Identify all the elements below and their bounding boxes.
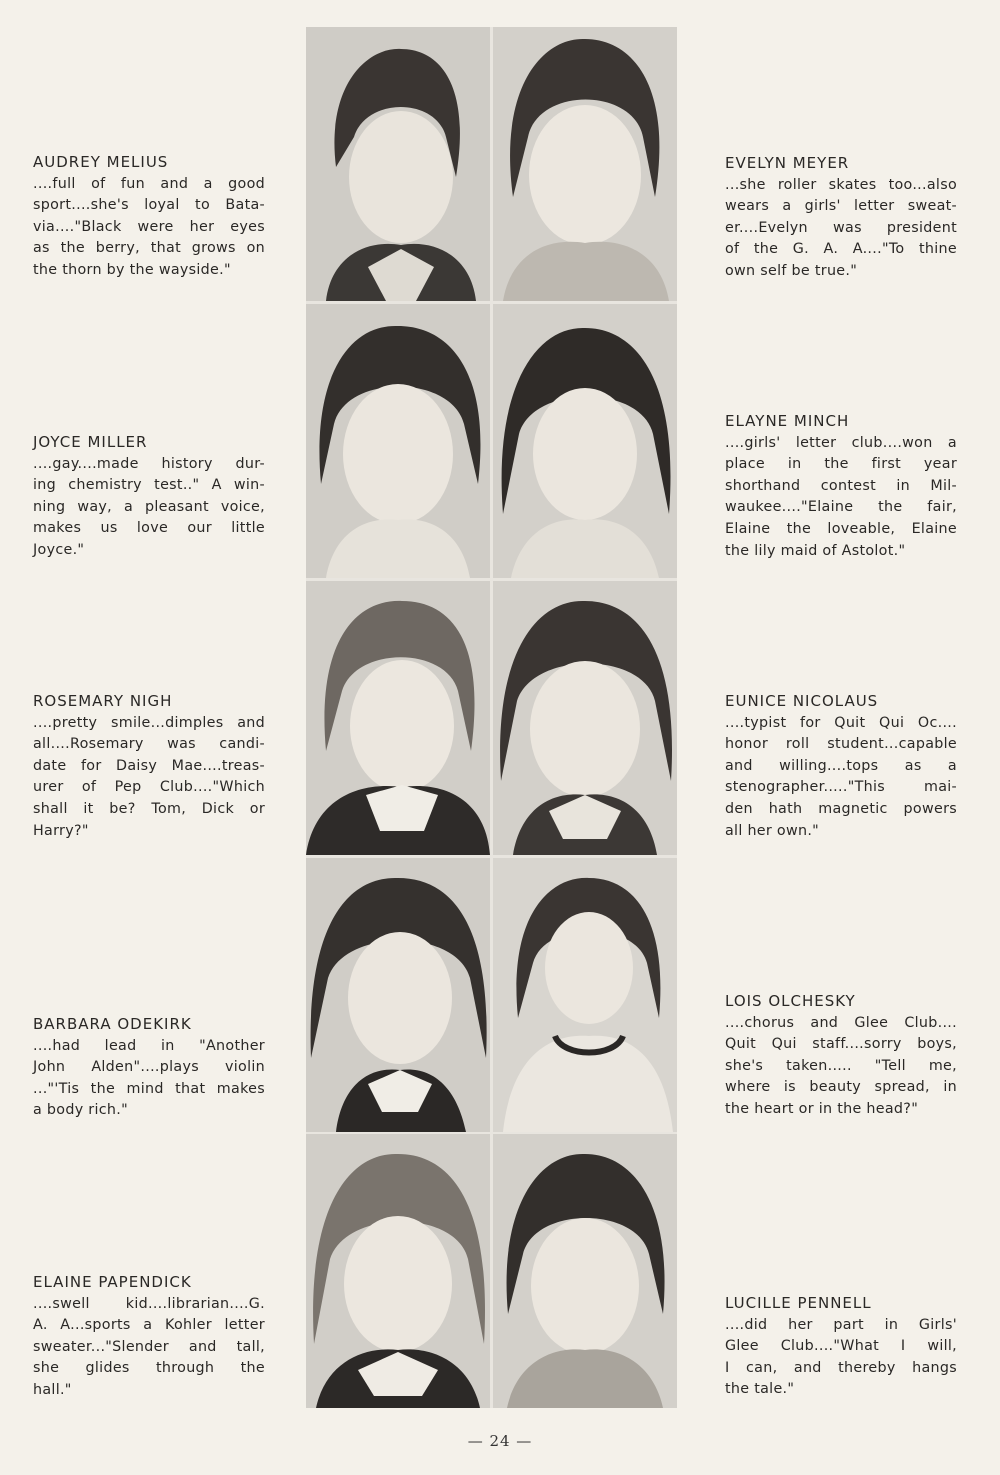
bio-audrey-melius: [33, 152, 265, 282]
bio-line: sport....she's loyal to Bata-: [33, 197, 265, 214]
portrait-photo: [306, 27, 490, 301]
bio-line: date for Daisy Mae....treas-: [33, 757, 265, 774]
student-name: BARBARA ODEKIRK: [33, 1015, 192, 1033]
portrait-photo: [493, 304, 677, 578]
bio-evelyn-meyer: [725, 153, 957, 283]
bio-lois-olchesky: [725, 991, 957, 1121]
portrait-photo: [493, 858, 677, 1132]
bio-line: shall it be? Tom, Dick or: [33, 800, 265, 817]
bio-line: ....girls' letter club....won a: [725, 434, 957, 451]
student-name: JOYCE MILLER: [33, 433, 148, 451]
bio-line: ....did her part in Girls': [725, 1316, 957, 1333]
bio-line: ....pretty smile...dimples and: [33, 714, 265, 731]
bio-line: the tale.": [725, 1381, 795, 1398]
student-name: EVELYN MEYER: [725, 154, 850, 172]
bio-line: all....Rosemary was candi-: [33, 736, 265, 753]
bio-line: and willing....tops as a: [725, 757, 957, 774]
bio-line: Glee Club...."What I will,: [725, 1338, 957, 1355]
bio-line: ..."'Tis the mind that makes: [33, 1080, 265, 1097]
bio-line: wears a girls' letter sweat-: [725, 198, 957, 215]
student-name: AUDREY MELIUS: [33, 153, 169, 171]
bio-line: er....Evelyn was president: [725, 219, 957, 236]
bio-line: A. A...sports a Kohler letter: [33, 1317, 265, 1334]
portrait-photo: [306, 304, 490, 578]
bio-rosemary-nigh: [33, 691, 265, 842]
student-name: ELAYNE MINCH: [725, 412, 850, 430]
bio-line: ....gay....made history dur-: [33, 455, 265, 472]
bio-line: the thorn by the wayside.": [33, 261, 231, 278]
bio-line: ....swell kid....librarian....G.: [33, 1295, 265, 1312]
bio-line: hall.": [33, 1381, 72, 1398]
bio-line: via...."Black were her eyes: [33, 218, 265, 235]
bio-line: Elaine the loveable, Elaine: [725, 520, 957, 537]
bio-line: as the berry, that grows on: [33, 240, 265, 257]
bio-line: ing chemistry test.." A win-: [33, 477, 265, 494]
bio-line: Joyce.": [33, 541, 85, 558]
bio-elayne-minch: [725, 411, 957, 562]
bio-line: Harry?": [33, 822, 89, 839]
bio-line: urer of Pep Club...."Which: [33, 779, 265, 796]
bio-line: where is beauty spread, in: [725, 1079, 957, 1096]
bio-barbara-odekirk: [33, 1014, 265, 1122]
bio-line: honor roll student...capable: [725, 736, 957, 753]
bio-line: shorthand contest in Mil-: [725, 477, 957, 494]
bio-line: John Alden"....plays violin: [33, 1059, 265, 1076]
bio-line: waukee...."Elaine the fair,: [725, 499, 957, 516]
bio-line: she glides through the: [33, 1360, 265, 1377]
portrait-photo: [493, 27, 677, 301]
bio-line: she's taken..... "Tell me,: [725, 1057, 957, 1074]
bio-line: ...she roller skates too...also: [725, 176, 957, 193]
bio-line: place in the first year: [725, 456, 957, 473]
bio-elaine-papendick: [33, 1272, 265, 1402]
bio-joyce-miller: [33, 432, 265, 562]
bio-line: a body rich.": [33, 1102, 129, 1119]
portrait-photo: [306, 1134, 490, 1408]
bio-line: Quit Qui staff....sorry boys,: [725, 1036, 957, 1053]
bio-line: stenographer....."This mai-: [725, 779, 957, 796]
student-name: LUCILLE PENNELL: [725, 1294, 872, 1312]
bio-line: I can, and thereby hangs: [725, 1359, 957, 1376]
bio-line: ....typist for Quit Qui Oc....: [725, 714, 957, 731]
bio-line: ning way, a pleasant voice,: [33, 498, 265, 515]
bio-line: all her own.": [725, 822, 820, 839]
portrait-photo: [493, 1134, 677, 1408]
student-name: LOIS OLCHESKY: [725, 992, 856, 1010]
student-name: ELAINE PAPENDICK: [33, 1273, 192, 1291]
portrait-grid: [306, 27, 677, 1408]
bio-line: makes us love our little: [33, 520, 265, 537]
bio-line: the heart or in the head?": [725, 1100, 919, 1117]
student-name: EUNICE NICOLAUS: [725, 692, 879, 710]
portrait-photo: [306, 858, 490, 1132]
bio-line: the lily maid of Astolot.": [725, 542, 906, 559]
bio-line: ....chorus and Glee Club....: [725, 1014, 957, 1031]
bio-line: sweater..."Slender and tall,: [33, 1338, 265, 1355]
bio-line: ....had lead in "Another: [33, 1037, 265, 1054]
page-number: — 24 —: [467, 1432, 533, 1450]
bio-line: ....full of fun and a good: [33, 175, 265, 192]
student-name: ROSEMARY NIGH: [33, 692, 173, 710]
bio-line: den hath magnetic powers: [725, 800, 957, 817]
portrait-photo: [306, 581, 490, 855]
bio-line: own self be true.": [725, 262, 858, 279]
portrait-photo: [493, 581, 677, 855]
bio-line: of the G. A. A...."To thine: [725, 241, 957, 258]
bio-lucille-pennell: [725, 1293, 957, 1401]
bio-eunice-nicolaus: [725, 691, 957, 842]
